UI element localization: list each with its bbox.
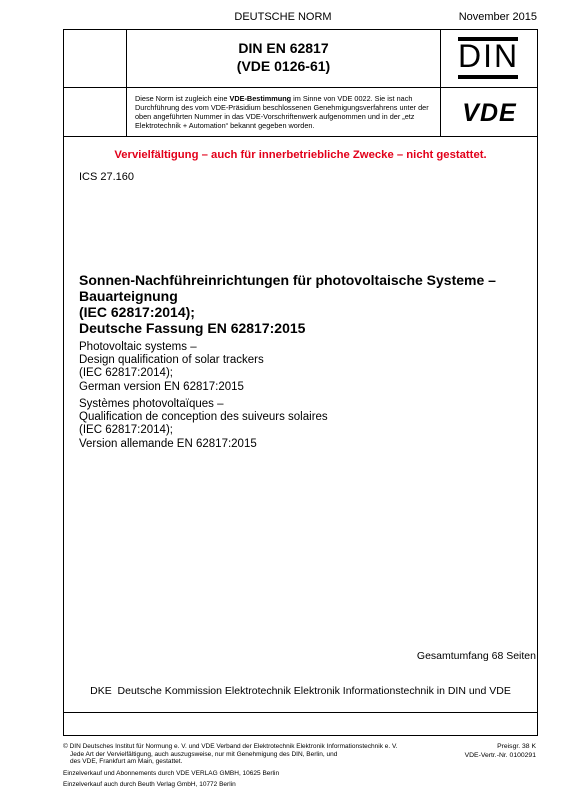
din-logo [458, 37, 518, 79]
vde-logo: VDE [462, 99, 517, 127]
document-type-label: DEUTSCHE NORM [234, 11, 332, 23]
title-german-line: Deutsche Fassung EN 62817:2015 [79, 320, 306, 336]
title-french-line: Version allemande EN 62817:2015 [79, 437, 257, 450]
notice-divider [63, 136, 538, 137]
title-french-line: (IEC 62817:2014); [79, 424, 173, 437]
copyright-notice [63, 743, 398, 766]
publication-date: November 2015 [458, 11, 537, 23]
title-german-line: (IEC 62817:2014); [79, 304, 195, 320]
title-french-line: Qualification de conception des suiveurs solaires [79, 411, 328, 424]
sales-note-beuth: Einzelverkauf auch durch Beuth Verlag GmbH, 10772 Berlin [63, 781, 236, 788]
title-english-line: Design qualification of solar trackers [79, 354, 264, 367]
title-german [79, 272, 496, 336]
title-english-line: Photovoltaic systems – [79, 341, 197, 353]
footer-divider [63, 712, 538, 713]
header-divider [63, 87, 538, 88]
title-german-line: Sonnen-Nachführeinrichtungen für photovoltaische Systeme – [79, 272, 496, 288]
title-french [79, 398, 328, 451]
copy-warning: Vervielfältigung – auch für innerbetriebliche Zwecke – nicht gestattet. [114, 149, 487, 161]
dke-line: DKE Deutsche Kommission Elektrotechnik Elektronik Informationstechnik in DIN und VDE [90, 685, 511, 697]
copyright-line: © DIN Deutsches Institut für Normung e. V. und VDE Verband der Elektrotechnik Elektronik Informationstechnik e. V. [63, 743, 398, 750]
ics-code: ICS 27.160 [79, 171, 135, 183]
page-count: Gesamtumfang 68 Seiten [416, 650, 536, 662]
title-german-line: Bauarteignung [79, 288, 178, 304]
vde-order-number: VDE-Vertr.-Nr. 0100291 [464, 752, 536, 759]
din-logo-text: DIN [458, 38, 520, 74]
copyright-line: Jede Art der Vervielfältigung, auch auszugsweise, nur mit Genehmigung des DIN, Berlin, und [70, 750, 338, 758]
price-group: Preisgr. 38 K [497, 743, 536, 750]
copyright-line: des VDE, Frankfurt am Main, gestattet. [70, 758, 183, 766]
doc-number: DIN EN 62817 [238, 40, 329, 56]
vde-classification: (VDE 0126-61) [236, 58, 331, 74]
title-english-line: German version EN 62817:2015 [79, 380, 244, 393]
title-english-line: (IEC 62817:2014); [79, 367, 173, 380]
sales-note-vde: Einzelverkauf und Abonnements durch VDE VERLAG GMBH, 10625 Berlin [63, 770, 280, 777]
vde-notice: Diese Norm ist zugleich eine VDE-Bestimmung im Sinne von VDE 0022. Sie ist nach Durchführung des vom VDE-Präsidium beschlossenen Genehmigungsverfahrens unter der oben angeführten Nummer in das VDE-Vorschriftenwerk aufgenommen und in der „etz Elektrotechnik + Automation“ bekannt gegeben worden. [135, 94, 429, 130]
title-english [79, 341, 264, 394]
title-french-line: Systèmes photovoltaïques – [79, 398, 224, 410]
